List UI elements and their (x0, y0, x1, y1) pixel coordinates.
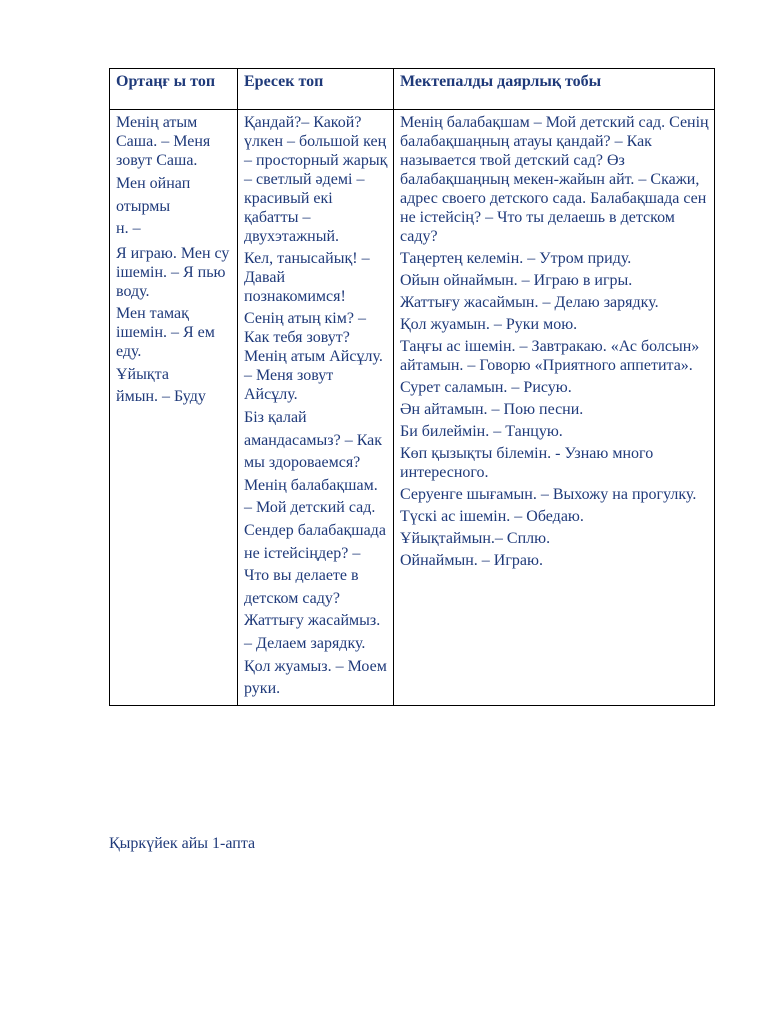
phrase: Мен ойнап (116, 175, 191, 192)
preschool-group-cell (394, 110, 715, 706)
table-row (110, 110, 715, 706)
phrase: Би билеймін. – Танцую. (400, 423, 563, 440)
phrase: Ұйықтаймын.– Сплю. (400, 530, 551, 547)
phrase: Жаттығу жасаймын. – Делаю зарядку. (400, 294, 659, 311)
phrase: Мен тамақ ішемін. – Я ем еду. (116, 304, 215, 360)
phrase: Ұйықта (116, 365, 169, 383)
lesson-table (109, 68, 715, 706)
middle-group-cell (110, 110, 238, 706)
header-senior-group: Ересек топ (238, 69, 394, 110)
phrase: Біз қалай амандасамыз? – Как мы здороваемся? Менің балабақшам. – Мой детский сад. Сендер балабақшада не істейсіңдер? – Что вы делаете в детском саду? Жаттығу жасаймыз. – Делаем зарядку. Қол жуамыз. – Моем руки. (244, 409, 387, 698)
senior-group-cell (238, 110, 394, 706)
phrase: Я играю. Мен су ішемін. – Я пью воду. (116, 244, 230, 300)
phrase: Ойын ойнаймын. – Играю в игры. (400, 272, 633, 289)
phrase: Таңертең келемін. – Утром приду. (400, 250, 632, 267)
phrase: Ән айтамын. – Пою песни. (400, 401, 584, 418)
phrase: Ойнаймын. – Играю. (400, 552, 543, 569)
phrase: отырмы (116, 197, 171, 215)
phrase: Сенің атың кім? – Как тебя зовут? Менің атым Айсұлу. – Меня зовут Айсұлу. (244, 310, 383, 403)
phrase: Менің атым Саша. – Меня зовут Саша. (116, 114, 211, 169)
phrase: Көп қызықты білемін. - Узнаю много интересного. (400, 445, 654, 481)
phrase: Таңғы ас ішемін. – Завтракаю. «Ас болсын» айтамын. – Говорю «Приятного аппетита». (400, 338, 700, 374)
phrase: Түскі ас ішемін. – Обедаю. (400, 508, 584, 525)
phrase: ймын. – Буду (116, 388, 206, 406)
phrase: Сурет саламын. – Рисую. (400, 379, 572, 396)
table-header-row (110, 69, 715, 110)
phrase: Кел, танысайық! – Давай познакомимся! (244, 250, 370, 305)
phrase: Қол жуамын. – Руки мою. (400, 316, 578, 333)
header-middle-group: Ортаңғ ы топ (110, 69, 238, 110)
phrase: н. – (116, 220, 141, 238)
phrase: Серуенге шығамын. – Выхожу на прогулку. (400, 486, 697, 503)
header-preschool-group: Мектепалды даярлық тобы (394, 69, 715, 110)
phrase: Қандай?– Какой? үлкен – большой кең – просторный жарық – светлый әдемі – красивый екі қабатты – двухэтажный. (244, 114, 388, 245)
phrase: Менің балабақшам – Мой детский сад. Сенің балабақшаңның атауы қандай? – Как называется твой детский сад? Өз балабақшаңның мекен-жайын айт. – Скажи, адрес своего детского сада. Балабақшада сен не істейсің? – Что ты делаешь в детском саду? (400, 114, 709, 245)
week-caption: Қыркүйек айы 1-апта (109, 835, 256, 852)
